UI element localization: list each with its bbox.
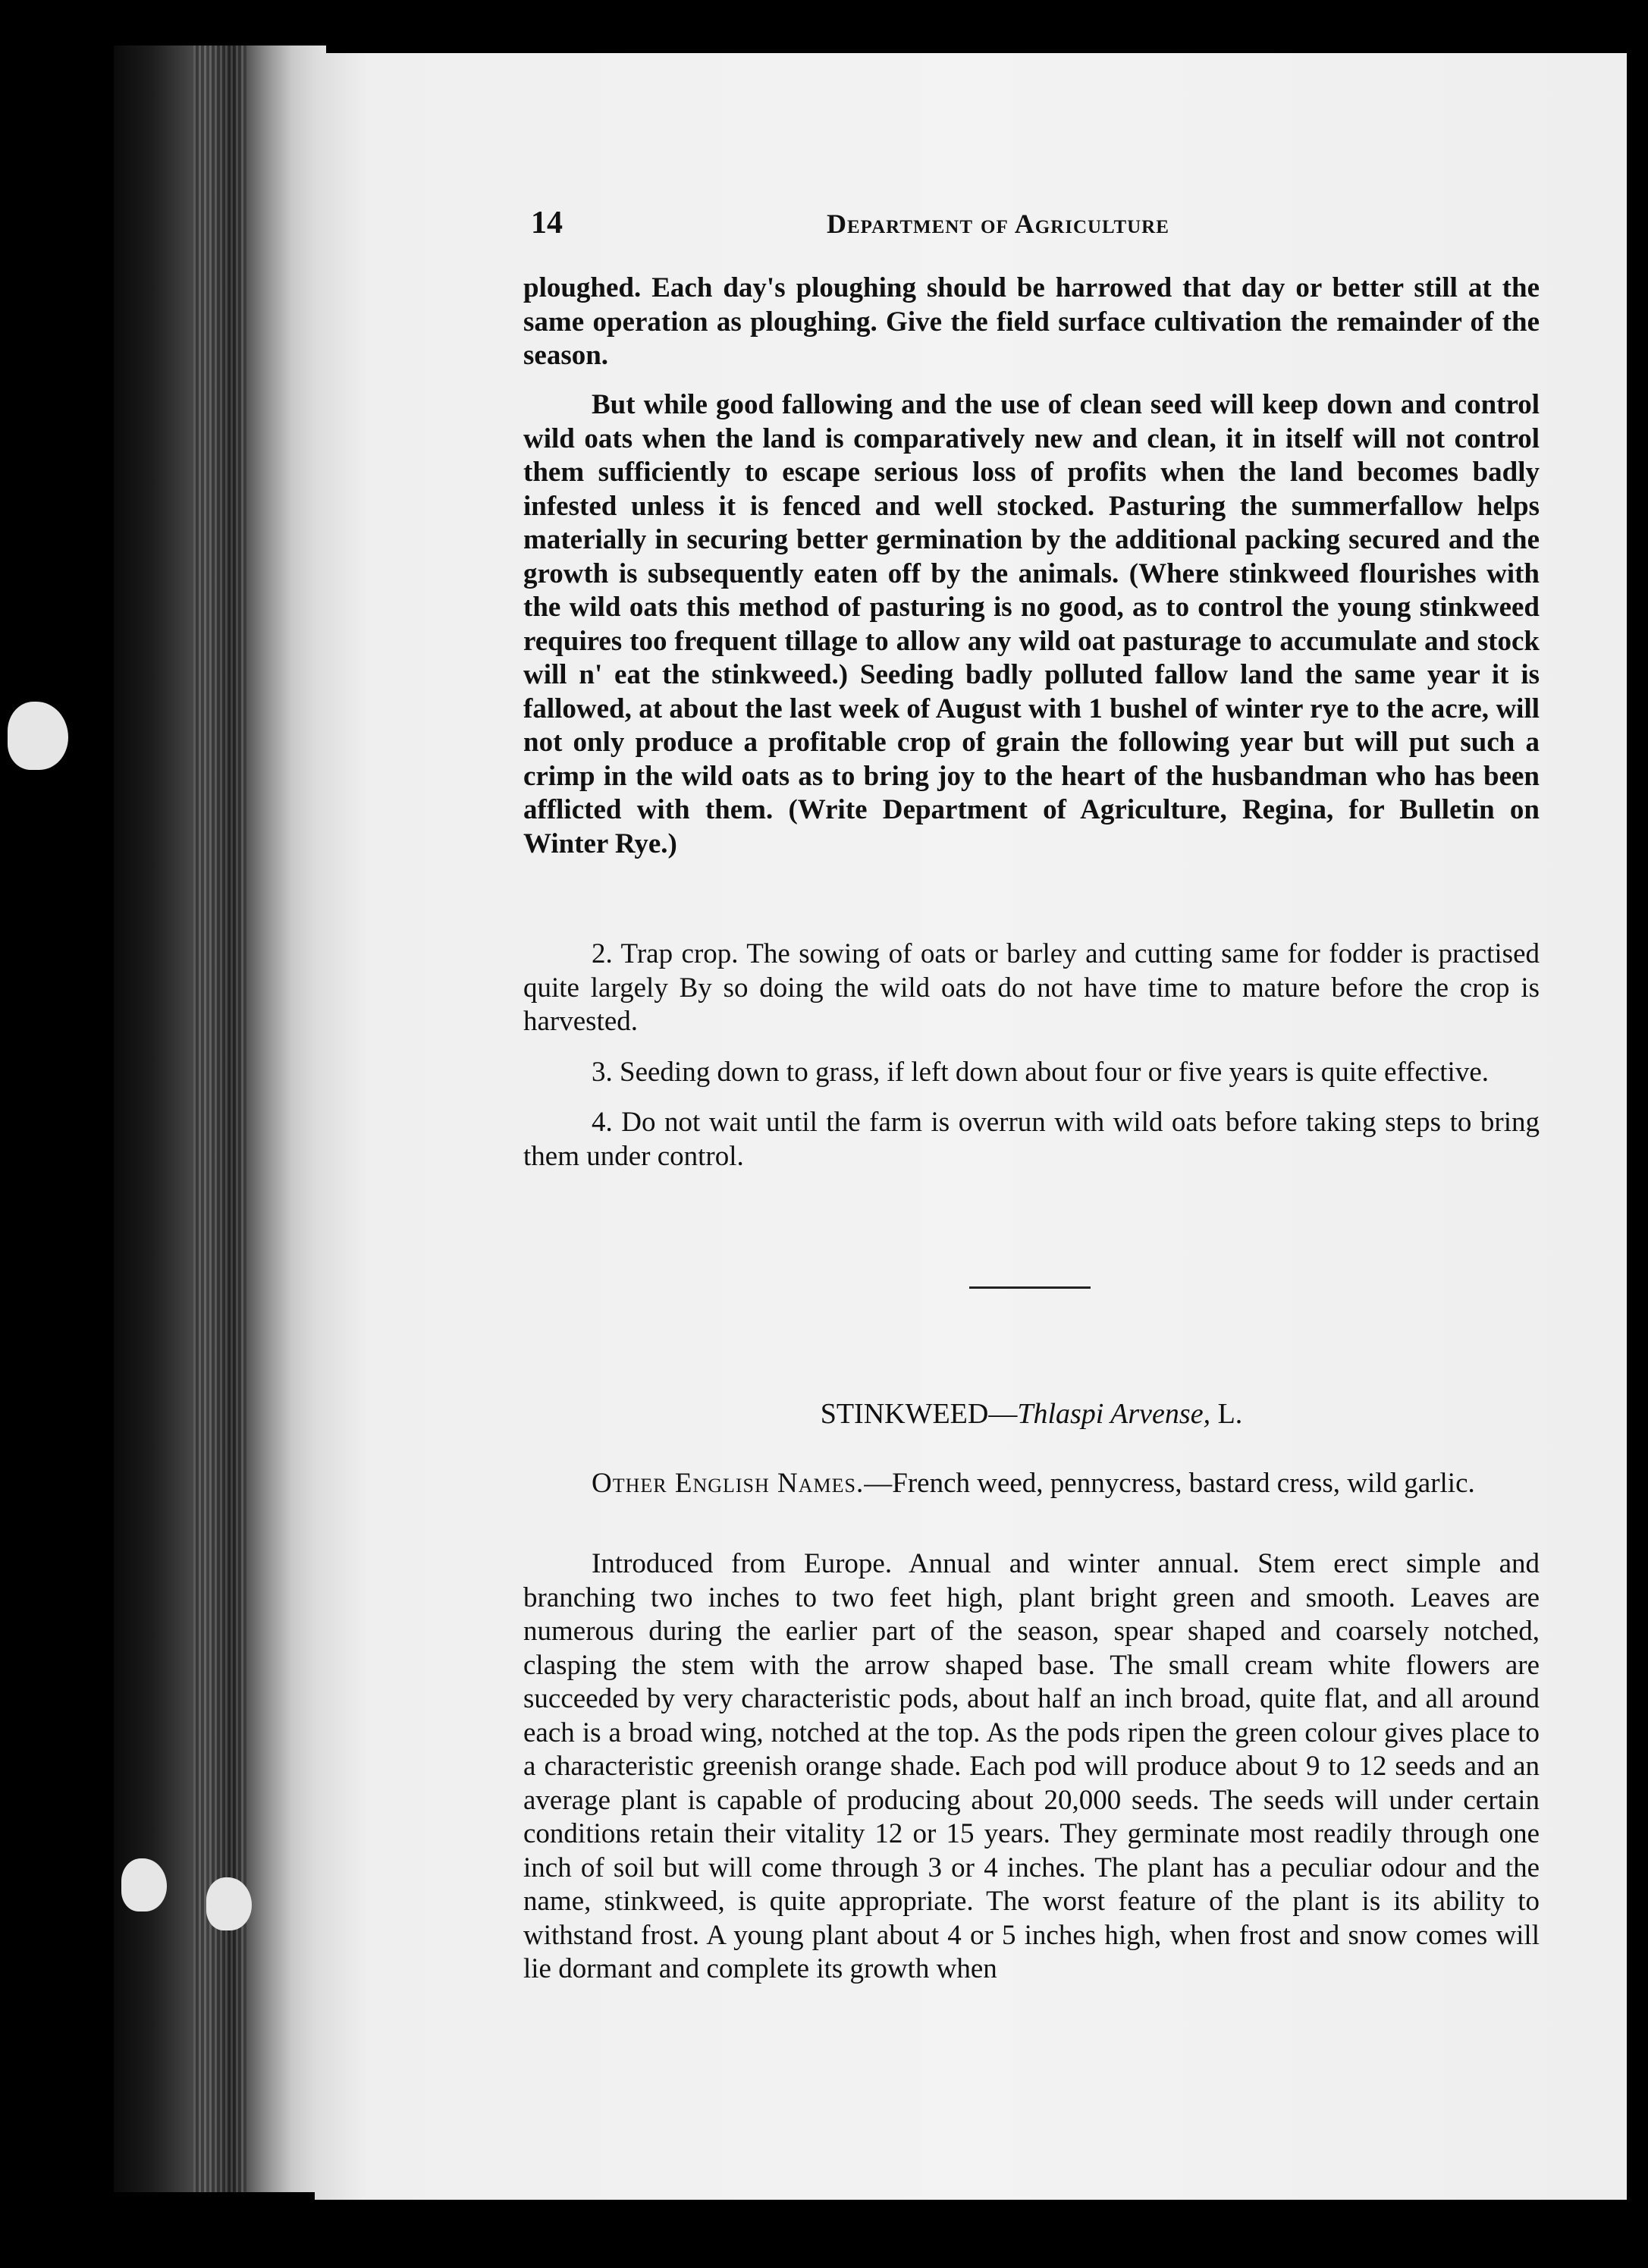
description-paragraph [523,1547,1540,1987]
section-title-common: STINKWEED— [820,1398,1018,1430]
scan-blemish [8,702,68,770]
list-item: 2. Trap crop. The sowing of oats or barley and cutting same for fodder is practised quite largely By so doing the wild oats do not have time to mature before the crop is harvested. [523,938,1540,1037]
numbered-list [523,938,1540,1173]
fallowing-paragraph-text: But while good fallowing and the use of clean seed will keep down and control wild oats when the land is comparatively new and clean, it in itself will not control them sufficiently to escape serious loss of profits when the land becomes badly infested unless it is fenced and well stocked. Pasturing the summerfallow helps materially in securing better germination by the additional packing secured and the growth is subsequently eaten off by the animals. (Where stinkweed flourishes with the wild oats this method of pasturing is no good, as to control the young stinkweed requires too frequent tillage to allow any wild oat pasturage to accumulate and stock will n' eat the stinkweed.) Seeding badly polluted fallow land the same year it is fallowed, at about the last week of August with 1 bushel of winter rye to the acre, will not only produce a profitable crop of grain the following year but will put such a crimp in the wild oats as to bring joy to the heart of the husbandman who has been afflicted with them. (Write Department of Agriculture, Regina, for Bulletin on Winter Rye.) [523,389,1540,859]
continued-paragraph [523,272,1540,373]
scan-blemish [121,1858,167,1911]
page-number: 14 [531,206,563,240]
list-item: 4. Do not wait until the farm is overrun with wild oats before taking steps to bring them under control. [523,1107,1540,1172]
section-title-authority: L. [1210,1398,1243,1430]
other-names-paragraph [523,1467,1540,1501]
description-paragraph-text: Introduced from Europe. Annual and winter annual. Stem erect simple and branching two inches to two feet high, plant bright green and smooth. Leaves are numerous during the earlier part of the season, spear shaped and coarsely notched, clasping the stem with the arrow shaped base. The small cream white flowers are succeeded by very characteristic pods, about half an inch broad, quite flat, and all around each is a broad wing, notched at the top. As the pods ripen the green colour gives place to a characteristic greenish orange shade. Each pod will produce about 9 to 12 seeds and an average plant is capable of producing about 20,000 seeds. The seeds will under certain conditions retain their vitality 12 or 15 years. They germinate most readily through one inch of soil but will come through 3 or 4 inches. The plant has a peculiar odour and the name, stinkweed, is quite appropriate. The worst feature of the plant is its ability to withstand frost. A young plant about 4 or 5 inches high, when frost and snow comes will lie dormant and complete its growth when [523,1548,1540,1984]
running-head: Department of Agriculture [827,209,1169,239]
section-title [523,1397,1540,1431]
continued-paragraph-text: ploughed. Each day's ploughing should be harrowed that day or better still at the same operation as ploughing. Give the field surface cultivation the remainder of the season. [523,272,1540,371]
other-names-text: —French weed, pennycress, bastard cress, wild garlic. [864,1468,1475,1499]
page-header [531,205,1648,250]
fallowing-paragraph [523,388,1540,861]
binding-texture [193,46,246,2192]
scan-blemish [206,1877,252,1930]
other-names-label: Other English Names. [592,1468,865,1499]
section-title-scientific: Thlaspi Arvense, [1017,1398,1211,1430]
section-divider [969,1286,1091,1289]
list-item: 3. Seeding down to grass, if left down about four or five years is quite effective. [592,1056,1489,1088]
